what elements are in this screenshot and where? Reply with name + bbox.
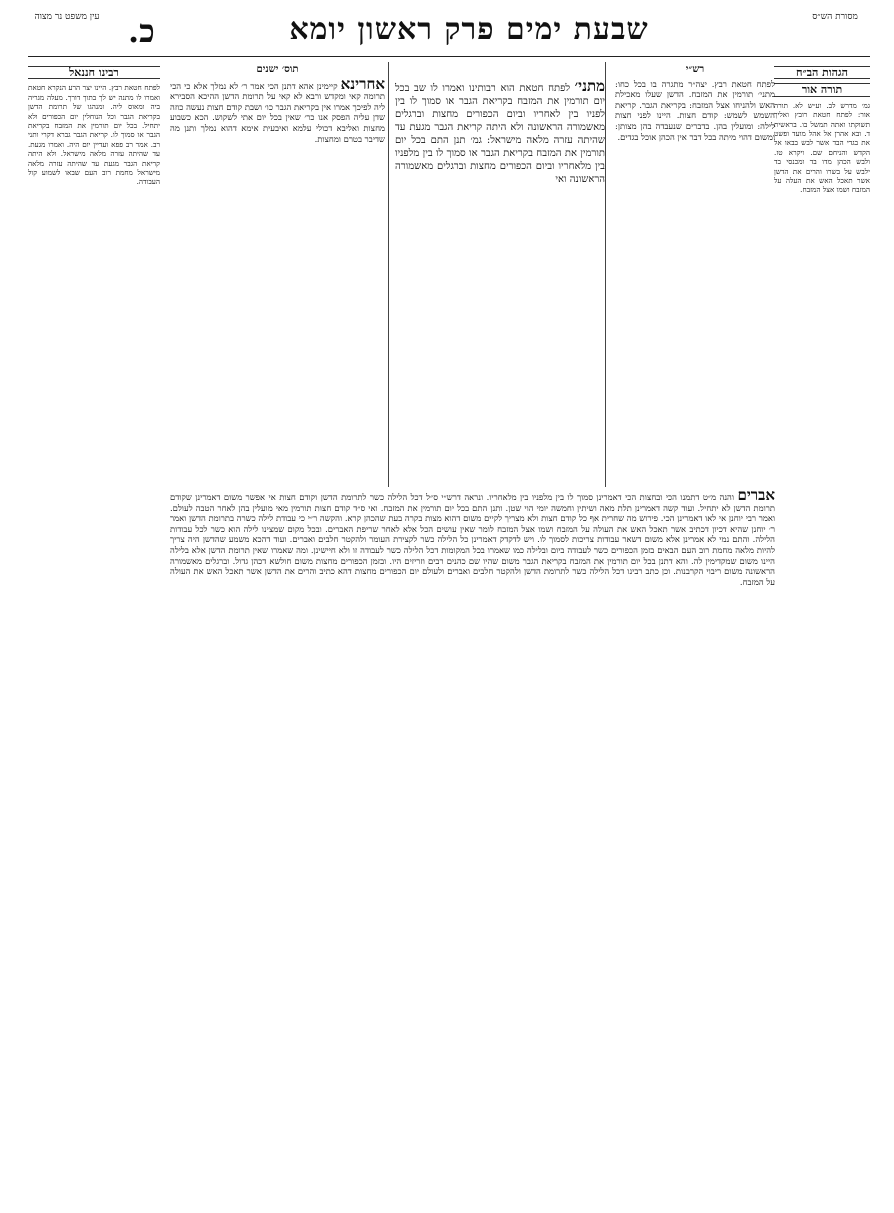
tractate-name: יומא xyxy=(289,12,346,47)
rashi-column xyxy=(615,62,775,487)
left-margin-title: רבינו חננאל xyxy=(28,66,160,79)
tosafot-column xyxy=(170,62,385,482)
tosafot-title: תוס׳ ישנים xyxy=(256,64,299,75)
bottom-commentary xyxy=(170,490,775,1190)
rashi-title: רש״י xyxy=(685,64,705,75)
gemara-text: לפתח חטאת הוא רבותינו ואמרו לו שב בכל יום תורמין את המזבח בקריאת הגבר או סמוך לו בין לפניו בין לאחריו וביום הכפורים מחצות וברגלים מאשמורה הראשונה ולא היתה קריאת הגבר מגעת עד שהיתה עזרה מלאה מישראל: גמ׳ תנן התם בכל יום תורמין את המזבח בקריאת הגבר או סמוך לו בין מלפניו בין מלאחריו וביום הכפורים מחצות וברגלים מאשמורה הראשונה ואי xyxy=(395,83,605,185)
rashi-text: לפתח חטאת רבץ. יצה״ר מתגרה בו בכל כחו: מתני׳ תורמין את המזבח. הדשן שעלו מאכילת האש ולהניחו אצל המזבח: בקריאת הגבר. קריאת השמש לשמש: קודם חצות. היינו לפני חצות לילה: ומועלין בהן. בדברים שנעבדה בהן מצותן: ומשום דהוי מיתה בכל דבר אין הכהן אוכל בגדים. xyxy=(615,78,775,142)
right-margin-subtitle: תורה אור xyxy=(774,83,870,96)
rashi-divider xyxy=(605,62,606,487)
bottom-text: והנה מ״ט דתמנו הכי ובחצות הכי דאמרינן סמוך לו בין מלפניו בין מלאחריו. ונראה דרש״י ס״ל דכל הלילה כשר לתרומת הדשן וקודם חצות אי אפשר משום דאמרינן שקודם תרומת הדשן לא יתחיל. ועוד קשה דאמרינן תלת מאה ושיתין וחמשה יומי הוי שטן. ותנן התם בכל יום תורמין את המזבח. ואי ס״ד קודם חצות תורמין מאי מועלין בהן לאחר הטבה לעולם. ואמר רבי יוחנן אי לאו דאמרינן הכי. פירוש מה שחרית אף כל קודם חצות ולא מצריך לקיים משום דהוא מצות בקרה בעת שהכהן קרא. והקשה ר״י כי עבודת לילה כשרה בתרומת הדשן ואמר ר׳ יוחנן שהיא דכיון דכתיב אשר תאכל האש את העולה על המזבח ושמו אצל המזבח לומר שאין עושים הכל אלא לאחר שריפת האברים. ובכל מקום שמצינו לילה הוא כשר לכל עבודות הלילה. והתם נמי לא אמרינן אלא משום דשאר עבודות צריכות לסמוך לו. ויש לדקדק דאמרינן כל הלילה כשר לקצירת העומר ולהקטר חלבים ואברים. ועוד דהכא משמע שהדשן היה צריך להיות מלאה מחמת רוב העם הבאים בזמן הכפורים כשר לעבודה ביום ובלילה כמו שאמרו בכל המקומות דכל הלילה כשר לעבודה זו ולא חיישינן. ומה שאמרו שאין תרומת הדשן אלא בלילה היינו משום שמקדימין לה. והא דתנן בכל יום תורמין את המזבח בקריאת הגבר משום שהיו שם כהנים רבים וזריזים היו. ובזמן הכפורים מחצות משום חולשא דכהן גדול. וברגלים מאשמורה הראשונה משום ריבוי הקרבנות. וכן כתב רבינו דכל הלילה כשר לתרומת הדשן ולהקטר חלבים ואברים ולעולם יום הכפורים מחצות דהא כתיב והרים את הדשן אשר תאכל האש את העולה על המזבח. xyxy=(170,492,775,587)
chapter-name: שבעת ימים xyxy=(505,12,649,47)
tosafot-opening-word: אחרינא xyxy=(340,74,385,93)
gemara-column xyxy=(395,80,605,480)
tosafot-divider xyxy=(388,62,389,487)
page-header xyxy=(28,12,870,56)
right-margin-text: גמ׳ מדרש לב. וע״ש לא. תורה אור: לפתח חטאת רובץ ואליך תשוקתו ואתה תמשל בו. בראשית ד. ובא אהרן אל אהל מועד ופשט את בגדי הבד אשר לבש בבאו אל הקדש והניחם שם. ויקרא טז. ולבש הכהן מדו בד ומכנסי בד ילבש על בשרו והרים את הדשן אשר תאכל האש את העלה על המזבח ושמו אצל המזבח. xyxy=(774,100,870,195)
tosafot-text: קיימינן אהא דתנן הכי אמר ר׳ לא נמלך אלא כי הכי תרומה קאי ומקדש ורבא לא קאי על תרומת הדשן ההיכא הסבירא ליה לפיכך אמרו אין בקריאת הגבר כו׳ ושבת קודם חצות נעשה כוזה שדן עליה הפסק אנו כר׳ שאין בכל יום אתי לשקוש. הכא כשבוע מחצות ואליבא דכולי עלמא ואיבעית אימא דהוא נמלך ותנן מה שדיבר בטרם ומחצות. xyxy=(170,80,385,144)
gemara-opening-word: מתני׳ xyxy=(574,80,605,95)
right-margin-title: הגהות הב״ח xyxy=(774,66,870,79)
page-title xyxy=(178,12,760,47)
masoret-hashas-label: מסורת הש״ס xyxy=(812,12,858,22)
right-margin xyxy=(774,62,870,482)
chapter-number: פרק ראשון xyxy=(357,12,495,47)
ein-mishpat-label: עין משפט נר מצוה xyxy=(34,12,100,22)
header-rule xyxy=(28,56,870,57)
bottom-opening-word: אברים xyxy=(737,490,775,504)
left-margin-text: לפתח חטאת רבץ. היינו יצר הרע הנקרא חטאת ואמרו לו מתנה יש לך בתוך דורך. מעלה מגריה ביה ומאוס ליה. ומנהגו של תרומת הדשן בקריאת הגבר וכל הנוחלין יום הכפורים ולא יתחיל. בכל יום תורמין את המזבח בקריאת הגבר או סמוך לו. קריאת הגבר גברא דקרי ותני רב. אמר רב פפא ועדיין יום היה. ואמרו מגעת. עד שהיתה עזרה מלאה מישראל. ולא היתה קריאת הגבר מגעת עד שהיתה עזרה מלאה מישראל מחמת רוב העם שבאו לשמוע קול העבודה. xyxy=(28,83,160,187)
daf-number: כ. xyxy=(128,12,155,50)
left-margin xyxy=(28,62,160,582)
